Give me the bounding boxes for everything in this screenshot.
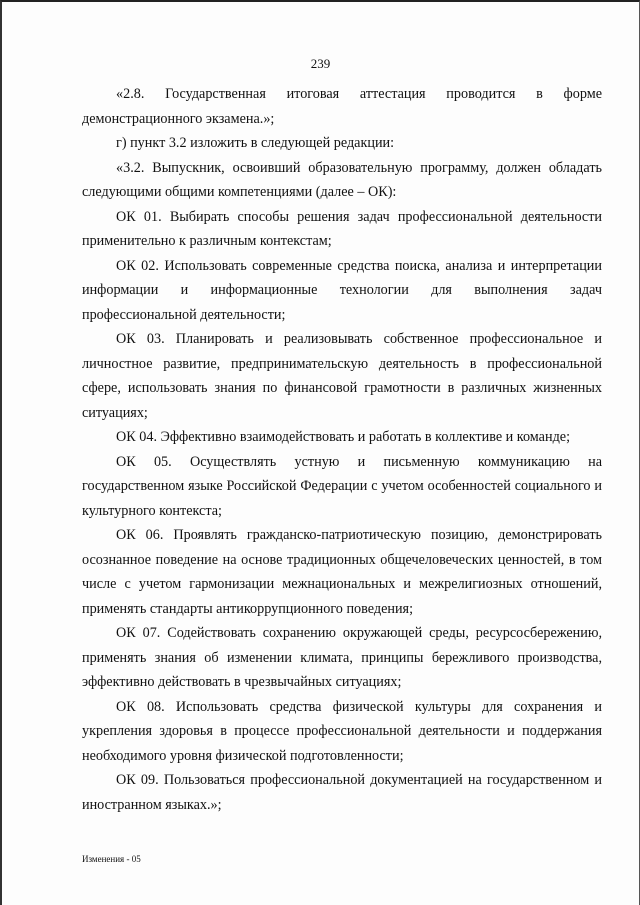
paragraph-ok-05: ОК 05. Осуществлять устную и письменную коммуникацию на государственном языке Российской Федерации с учетом особенностей социального и культурного контекста; (82, 453, 602, 519)
page-number: 239 (310, 56, 331, 71)
paragraph-clause-2-8: «2.8. Государственная итоговая аттестация проводится в форме демонстрационного экзамена.»; (82, 86, 602, 127)
paragraph-ok-02: ОК 02. Использовать современные средства поиска, анализа и интерпретации информации и информационные технологии для выполнения задач профессиональной деятельности; (82, 257, 602, 323)
paragraph-ok-08: ОК 08. Использовать средства физической культуры для сохранения и укрепления здоровья в процессе профессиональной деятельности и поддержания необходимого уровня физической подготовленности; (82, 698, 602, 764)
footer-revision-note: Изменения - 05 (82, 854, 141, 864)
paragraph-clause-3-2: «3.2. Выпускник, освоивший образовательную программу, должен обладать следующими общими компетенциями (далее – ОК): (82, 159, 602, 200)
paragraph-amendment-3-2: г) пункт 3.2 изложить в следующей редакции: (116, 135, 395, 151)
paragraph-ok-03: ОК 03. Планировать и реализовывать собственное профессиональное и личностное развитие, предпринимательскую деятельность в профессиональной сфере, использовать знания по финансовой грамотности в различных жизненных ситуациях; (82, 331, 602, 421)
paragraph-ok-04: ОК 04. Эффективно взаимодействовать и работать в коллективе и команде; (116, 429, 571, 445)
document-body (82, 82, 602, 817)
paragraph-ok-07: ОК 07. Содействовать сохранению окружающей среды, ресурсосбережению, применять знания об изменении климата, принципы бережливого производства, эффективно действовать в чрезвычайных ситуациях; (82, 625, 602, 690)
paragraph-ok-01: ОК 01. Выбирать способы решения задач профессиональной деятельности применительно к различным контекстам; (82, 208, 602, 249)
paragraph-ok-09: ОК 09. Пользоваться профессиональной документацией на государственном и иностранном языках.»; (82, 772, 602, 813)
paragraph-ok-06: ОК 06. Проявлять гражданско-патриотическую позицию, демонстрировать осознанное поведение на основе традиционных общечеловеческих ценностей, в том числе с учетом гармонизации межнациональных и межрелигиозных отношений, применять стандарты антикоррупционного поведения; (82, 527, 602, 617)
